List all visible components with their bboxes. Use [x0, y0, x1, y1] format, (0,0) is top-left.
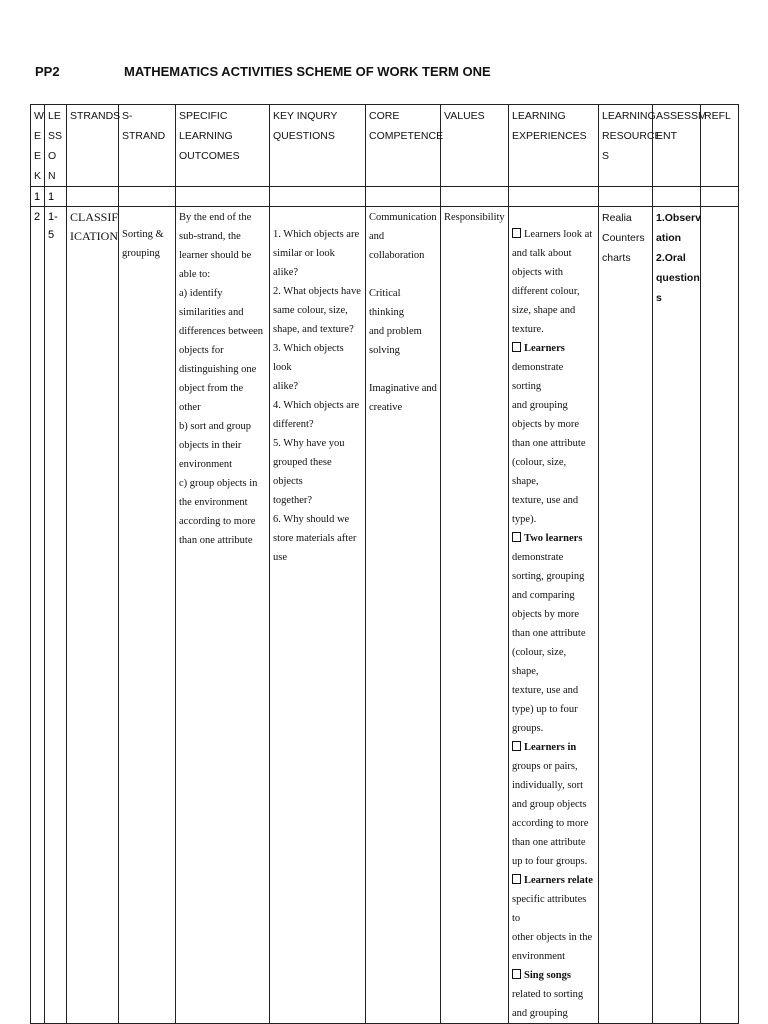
checkbox-bullet-icon: [512, 532, 521, 542]
text-line: N: [48, 170, 56, 182]
text-line: 5: [48, 229, 55, 241]
text-line: charts: [602, 252, 631, 264]
text-line: SS: [48, 130, 63, 142]
text-line: similarities and: [179, 307, 244, 318]
col-header-lesson: [45, 105, 67, 187]
text-line: groups or pairs,: [512, 761, 578, 772]
text-line: than one attribute: [512, 628, 586, 639]
text-line: grouped these objects: [273, 457, 332, 487]
text-line: than one attribute: [179, 535, 253, 546]
text-line: environment: [512, 951, 566, 962]
sub-strand-cell: [119, 207, 176, 1024]
reflection-cell: [701, 207, 739, 1024]
text-line: size, shape and: [512, 305, 576, 316]
text-line: c) group objects in: [179, 478, 258, 489]
text-line: different colour,: [512, 286, 580, 297]
lesson-cell: [45, 207, 67, 1024]
text-line: 5. Why have you: [273, 438, 345, 449]
learning-experience-item: [512, 529, 595, 738]
checkbox-bullet-icon: [512, 342, 521, 352]
text-line: grouping: [122, 248, 160, 259]
text-line: K: [34, 170, 42, 182]
col-header-key-inquiry-questions: [270, 105, 366, 187]
text-line: Realia: [602, 212, 632, 224]
scheme-of-work-table: [30, 104, 739, 1024]
text-line: related to sorting: [512, 989, 584, 1000]
week-cell: 2: [31, 207, 45, 1024]
document-title: MATHEMATICS ACTIVITIES SCHEME OF WORK TERM ONE: [124, 64, 491, 79]
core-competence-line: solving: [369, 345, 400, 356]
text-line: 1. Which objects are: [273, 229, 360, 240]
text-line: SPECIFIC LEARNING: [179, 110, 233, 142]
text-line: and grouping: [512, 1008, 568, 1019]
text-line: LE: [48, 110, 61, 122]
core-competence-line: Critical thinking: [369, 288, 405, 318]
col-header-assessment: [653, 105, 707, 187]
text-line: sorting, grouping: [512, 571, 585, 582]
learning-experiences-cell: [509, 207, 599, 1024]
text-line: VALUES: [444, 110, 485, 122]
learning-experience-item: [512, 738, 595, 871]
text-line: objects for: [179, 345, 224, 356]
text-line: LEARNING: [512, 110, 566, 122]
text-line: RESOURCE: [602, 130, 662, 142]
text-line: EXPERIENCES: [512, 130, 587, 142]
learning-resources-cell: [599, 207, 653, 1024]
text-line: s: [656, 292, 662, 304]
text-line: groups.: [512, 723, 544, 734]
text-line: up to four groups.: [512, 856, 588, 867]
text-line: and talk about: [512, 248, 572, 259]
text-line: texture.: [512, 324, 544, 335]
col-header-learning-outcomes: [176, 105, 270, 187]
table-row: [31, 207, 739, 1024]
text-line: S-STRAND: [122, 110, 166, 142]
text-line: REFL: [704, 110, 731, 122]
learning-experience-item: [512, 339, 595, 529]
learning-experience-lead: Learners relate: [524, 875, 593, 886]
learning-experience-item: [512, 225, 595, 339]
col-header-learning-experiences: [509, 105, 599, 187]
core-competence-line: collaboration: [369, 250, 425, 261]
text-line: texture, use and: [512, 495, 579, 506]
text-line: according to more: [179, 516, 256, 527]
learning-experience-item: [512, 966, 595, 1023]
text-line: the environment: [179, 497, 248, 508]
text-line: than one attribute: [512, 837, 586, 848]
core-competence-line: Communication: [369, 212, 437, 223]
text-line: shape, and texture?: [273, 324, 354, 335]
text-line: other objects in the: [512, 932, 593, 943]
text-line: KEY INQURY: [273, 110, 338, 122]
text-line: ASSESSM: [656, 110, 707, 122]
text-line: store materials after: [273, 533, 357, 544]
text-line: E: [34, 130, 42, 142]
text-line: By the end of the: [179, 212, 252, 223]
text-line: ENT: [656, 130, 677, 142]
text-line: (colour, size, shape,: [512, 457, 567, 487]
learning-outcomes-cell: [176, 207, 270, 1024]
checkbox-bullet-icon: [512, 228, 521, 238]
week-cell: 1: [31, 187, 45, 207]
lesson-cell: 1: [45, 187, 67, 207]
core-competence-line: and problem: [369, 326, 422, 337]
text-line: similar or look alike?: [273, 248, 335, 278]
col-header-values: [441, 105, 509, 187]
text-line: W: [34, 110, 44, 122]
text-line: STRANDS: [70, 110, 121, 122]
text-line: according to more: [512, 818, 589, 829]
text-line: environment: [179, 459, 233, 470]
key-inquiry-questions-cell: [270, 207, 366, 1024]
text-line: type).: [512, 514, 537, 525]
checkbox-bullet-icon: [512, 741, 521, 751]
text-line: LEARNING: [602, 110, 656, 122]
col-header-reflection: [701, 105, 739, 187]
text-line: (colour, size, shape,: [512, 647, 567, 677]
values-cell: Responsibility: [441, 207, 509, 1024]
text-line: O: [48, 150, 57, 162]
learning-experience-lead: Learners: [524, 343, 565, 354]
col-header-learning-resources: [599, 105, 662, 187]
text-line: and group objects: [512, 799, 587, 810]
text-line: Sorting &: [122, 229, 164, 240]
text-line: distinguishing one: [179, 364, 257, 375]
assessment-cell: [653, 207, 701, 1024]
learning-experience-lead: Learners in: [524, 742, 577, 753]
text-line: demonstrate sorting: [512, 362, 564, 392]
text-line: 4. Which objects are: [273, 400, 360, 411]
text-line: ation: [656, 232, 682, 244]
text-line: 1-: [48, 211, 58, 223]
text-line: b) sort and group: [179, 421, 252, 432]
table-row: [31, 187, 739, 207]
text-line: alike?: [273, 381, 299, 392]
text-line: able to:: [179, 269, 211, 280]
class-code: PP2: [35, 64, 60, 79]
table-header-row: [31, 105, 739, 187]
text-line: question: [656, 272, 700, 284]
text-line: object from the other: [179, 383, 244, 413]
learning-experience-item: [512, 871, 595, 966]
checkbox-bullet-icon: [512, 874, 521, 884]
text-line: objects in their: [179, 440, 242, 451]
core-competence-line: creative: [369, 402, 403, 413]
text-line: objects by more: [512, 419, 580, 430]
text-line: demonstrate: [512, 552, 564, 563]
text-line: learner should be: [179, 250, 252, 261]
text-line: 1.Observ: [656, 212, 701, 224]
text-line: 2.Oral: [656, 252, 686, 264]
text-line: different?: [273, 419, 314, 430]
text-line: individually, sort: [512, 780, 584, 791]
col-header-s-strand: [119, 105, 176, 187]
col-header-strands: [67, 105, 119, 187]
text-line: CORE: [369, 110, 400, 122]
text-line: and grouping: [512, 400, 568, 411]
text-line: a) identify: [179, 288, 223, 299]
checkbox-bullet-icon: [512, 969, 521, 979]
text-line: objects by more: [512, 609, 580, 620]
text-line: CLASSIF: [70, 210, 119, 224]
learning-experience-lead: Sing songs: [524, 970, 571, 981]
text-line: use: [273, 552, 287, 563]
text-line: ICATION: [70, 229, 118, 243]
text-line: Learners look at: [524, 229, 593, 240]
text-line: type) up to four: [512, 704, 578, 715]
col-header-core-competence: [366, 105, 444, 187]
text-line: same colour, size,: [273, 305, 348, 316]
text-line: and comparing: [512, 590, 575, 601]
text-line: specific attributes to: [512, 894, 587, 924]
text-line: Counters: [602, 232, 645, 244]
text-line: differences between: [179, 326, 264, 337]
text-line: sub-strand, the: [179, 231, 241, 242]
text-line: 2. What objects have: [273, 286, 361, 297]
core-competence-line: Imaginative and: [369, 383, 437, 394]
text-line: E: [34, 150, 42, 162]
text-line: together?: [273, 495, 313, 506]
text-line: 3. Which objects look: [273, 343, 344, 373]
text-line: texture, use and: [512, 685, 579, 696]
strand-cell: [67, 207, 119, 1024]
text-line: objects with: [512, 267, 564, 278]
text-line: COMPETENCE: [369, 130, 444, 142]
core-competence-line: and: [369, 231, 385, 242]
col-header-week: [31, 105, 45, 187]
learning-experience-lead: Two learners: [524, 533, 583, 544]
text-line: S: [602, 150, 610, 162]
text-line: OUTCOMES: [179, 150, 240, 162]
text-line: 6. Why should we: [273, 514, 350, 525]
text-line: than one attribute: [512, 438, 586, 449]
core-competence-cell: [366, 207, 441, 1024]
text-line: QUESTIONS: [273, 130, 335, 142]
